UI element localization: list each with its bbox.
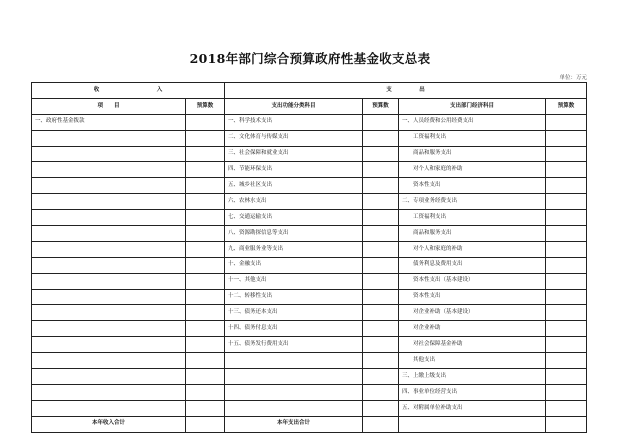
- econ-item-cell: 资本性支出: [399, 289, 546, 305]
- func-budget-cell: [363, 289, 399, 305]
- col-budget-2: 预算数: [363, 98, 399, 114]
- income-item-cell: [32, 273, 186, 289]
- income-budget-cell: [186, 273, 225, 289]
- expense-total-value: [363, 416, 399, 432]
- func-item-cell: [225, 353, 363, 369]
- income-budget-cell: [186, 369, 225, 385]
- econ-item-cell: 其他支出: [399, 353, 546, 369]
- econ-item-cell: 资本性支出: [399, 178, 546, 194]
- table-row: [32, 400, 587, 416]
- page-title: 2018年部门综合预算政府性基金收支总表: [189, 51, 431, 66]
- table-row: [32, 114, 587, 130]
- func-budget-cell: [363, 337, 399, 353]
- econ-item-cell: 对企业补助（基本建设）: [399, 305, 546, 321]
- income-item-cell: [32, 178, 186, 194]
- income-budget-cell: [186, 321, 225, 337]
- total-row: [32, 416, 587, 432]
- econ-budget-cell: [546, 337, 587, 353]
- econ-budget-cell: [546, 226, 587, 242]
- income-budget-cell: [186, 210, 225, 226]
- income-item-cell: [32, 353, 186, 369]
- income-budget-cell: [186, 241, 225, 257]
- income-total-value: [186, 416, 225, 432]
- econ-item-cell: 对个人和家庭的补助: [399, 241, 546, 257]
- budget-table: [31, 82, 587, 433]
- econ-item-cell: 二、专项业务经费支出: [399, 194, 546, 210]
- income-item-cell: [32, 400, 186, 416]
- econ-budget-cell: [546, 178, 587, 194]
- econ-item-cell: 资本性支出（基本建设）: [399, 273, 546, 289]
- func-budget-cell: [363, 305, 399, 321]
- func-budget-cell: [363, 178, 399, 194]
- expense-header: 支 出: [225, 83, 587, 99]
- expense-total-label: 本年支出合计: [225, 416, 363, 432]
- econ-budget-cell: [546, 384, 587, 400]
- econ-item-cell: 五、对附属单位补助支出: [399, 400, 546, 416]
- econ-budget-cell: [546, 369, 587, 385]
- econ-budget-cell: [546, 353, 587, 369]
- econ-budget-cell: [546, 257, 587, 273]
- income-header-right: 入: [156, 86, 163, 93]
- income-item-cell: [32, 146, 186, 162]
- econ-budget-cell: [546, 194, 587, 210]
- econ-budget-cell: [546, 305, 587, 321]
- header-row-2: [32, 98, 587, 114]
- income-item-cell: [32, 384, 186, 400]
- income-item-cell: [32, 162, 186, 178]
- econ-item-cell: 一、人员经费和公用经费支出: [399, 114, 546, 130]
- table-row: [32, 146, 587, 162]
- income-budget-cell: [186, 305, 225, 321]
- econ-budget-cell: [546, 321, 587, 337]
- table-row: [32, 241, 587, 257]
- econ-item-cell: 工资福利支出: [399, 130, 546, 146]
- econ-budget-cell: [546, 130, 587, 146]
- table-row: [32, 130, 587, 146]
- func-item-cell: [225, 384, 363, 400]
- func-budget-cell: [363, 162, 399, 178]
- income-budget-cell: [186, 130, 225, 146]
- func-budget-cell: [363, 321, 399, 337]
- econ-budget-cell: [546, 210, 587, 226]
- func-budget-cell: [363, 226, 399, 242]
- func-item-cell: 七、交通运输支出: [225, 210, 363, 226]
- table-row: [32, 369, 587, 385]
- income-budget-cell: [186, 353, 225, 369]
- table-row: [32, 210, 587, 226]
- income-item-cell: 一、政府性基金拨款: [32, 114, 186, 130]
- econ-item-cell: 三、上缴上级支出: [399, 369, 546, 385]
- header-row-1: [32, 83, 587, 99]
- econ-item-cell: 对企业补助: [399, 321, 546, 337]
- func-item-cell: 六、农林水支出: [225, 194, 363, 210]
- col-budget-1: 预算数: [186, 98, 225, 114]
- col-econ-item: 支出部门经济科目: [399, 98, 546, 114]
- func-item-cell: 二、文化体育与传媒支出: [225, 130, 363, 146]
- income-total-label: 本年收入合计: [32, 416, 186, 432]
- income-budget-cell: [186, 194, 225, 210]
- econ-budget-cell: [546, 146, 587, 162]
- econ-total-blank: [399, 416, 546, 432]
- econ-total-value: [546, 416, 587, 432]
- func-budget-cell: [363, 210, 399, 226]
- func-item-cell: 十、金融支出: [225, 257, 363, 273]
- func-item-cell: 十五、债务发行费用支出: [225, 337, 363, 353]
- func-budget-cell: [363, 273, 399, 289]
- func-budget-cell: [363, 353, 399, 369]
- econ-budget-cell: [546, 114, 587, 130]
- income-item-cell: [32, 130, 186, 146]
- col-func-item: 支出功能分类科目: [225, 98, 363, 114]
- table-row: [32, 289, 587, 305]
- table-row: [32, 273, 587, 289]
- income-item-cell: [32, 305, 186, 321]
- func-budget-cell: [363, 384, 399, 400]
- income-budget-cell: [186, 257, 225, 273]
- table-row: [32, 178, 587, 194]
- col-budget-3: 预算数: [546, 98, 587, 114]
- econ-budget-cell: [546, 162, 587, 178]
- table-row: [32, 337, 587, 353]
- func-budget-cell: [363, 194, 399, 210]
- func-budget-cell: [363, 400, 399, 416]
- income-item-cell: [32, 289, 186, 305]
- econ-item-cell: 对个人和家庭的补助: [399, 162, 546, 178]
- econ-item-cell: 对社会保障基金补助: [399, 337, 546, 353]
- income-item-cell: [32, 226, 186, 242]
- func-item-cell: 八、资源勘探信息等支出: [225, 226, 363, 242]
- econ-item-cell: 债务利息及费用支出: [399, 257, 546, 273]
- income-header: [32, 83, 225, 99]
- econ-item-cell: 工资福利支出: [399, 210, 546, 226]
- econ-item-cell: 四、事业单位经营支出: [399, 384, 546, 400]
- income-item-cell: [32, 194, 186, 210]
- income-header-left: 收: [93, 86, 100, 93]
- table-row: [32, 353, 587, 369]
- func-item-cell: 三、社会保障和就业支出: [225, 146, 363, 162]
- col-item: 项 目: [32, 98, 186, 114]
- func-item-cell: [225, 400, 363, 416]
- income-budget-cell: [186, 384, 225, 400]
- income-budget-cell: [186, 162, 225, 178]
- func-item-cell: 四、节能环保支出: [225, 162, 363, 178]
- func-budget-cell: [363, 146, 399, 162]
- income-item-cell: [32, 321, 186, 337]
- func-item-cell: 九、商业服务业等支出: [225, 241, 363, 257]
- income-budget-cell: [186, 289, 225, 305]
- func-item-cell: 十二、转移性支出: [225, 289, 363, 305]
- income-budget-cell: [186, 178, 225, 194]
- func-budget-cell: [363, 114, 399, 130]
- func-item-cell: 十一、其他支出: [225, 273, 363, 289]
- econ-budget-cell: [546, 289, 587, 305]
- table-row: [32, 321, 587, 337]
- income-budget-cell: [186, 146, 225, 162]
- table-row: [32, 305, 587, 321]
- func-item-cell: [225, 369, 363, 385]
- econ-item-cell: 商品和服务支出: [399, 146, 546, 162]
- func-budget-cell: [363, 369, 399, 385]
- income-item-cell: [32, 257, 186, 273]
- func-budget-cell: [363, 130, 399, 146]
- income-item-cell: [32, 369, 186, 385]
- income-item-cell: [32, 337, 186, 353]
- income-budget-cell: [186, 226, 225, 242]
- income-item-cell: [32, 241, 186, 257]
- income-budget-cell: [186, 337, 225, 353]
- table-row: [32, 384, 587, 400]
- func-item-cell: 一、科学技术支出: [225, 114, 363, 130]
- func-budget-cell: [363, 257, 399, 273]
- econ-budget-cell: [546, 400, 587, 416]
- econ-item-cell: 商品和服务支出: [399, 226, 546, 242]
- func-budget-cell: [363, 241, 399, 257]
- econ-budget-cell: [546, 273, 587, 289]
- func-item-cell: 五、城乡社区支出: [225, 178, 363, 194]
- income-budget-cell: [186, 114, 225, 130]
- table-row: [32, 226, 587, 242]
- table-row: [32, 194, 587, 210]
- unit-label: 单位：万元: [559, 75, 587, 81]
- table-row: [32, 162, 587, 178]
- econ-budget-cell: [546, 241, 587, 257]
- table-row: [32, 257, 587, 273]
- func-item-cell: 十三、债务还本支出: [225, 305, 363, 321]
- income-item-cell: [32, 210, 186, 226]
- income-budget-cell: [186, 400, 225, 416]
- func-item-cell: 十四、债务付息支出: [225, 321, 363, 337]
